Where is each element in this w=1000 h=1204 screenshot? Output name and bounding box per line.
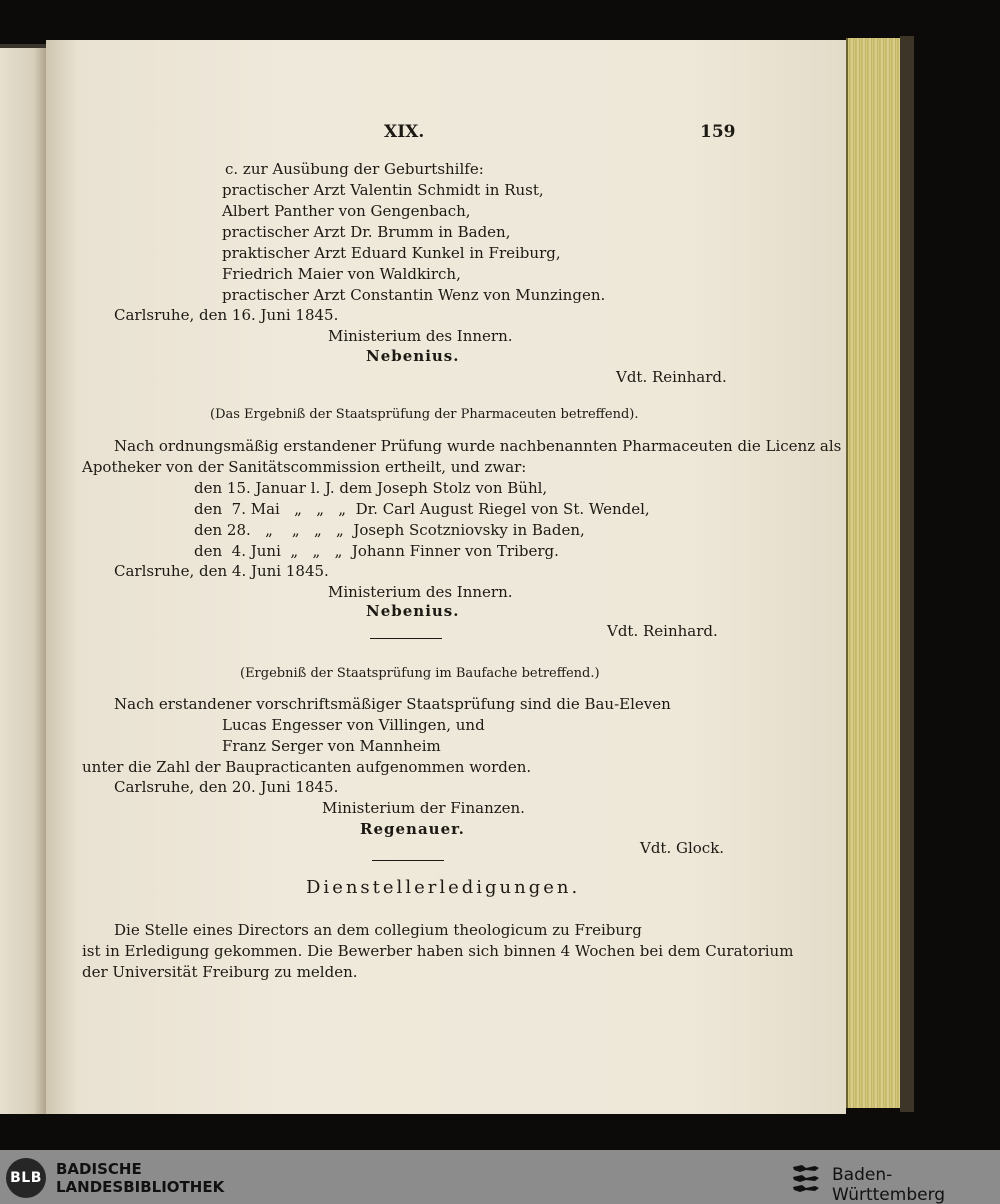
footer-bar xyxy=(0,1150,1000,1204)
block1-ministry: Ministerium des Innern. xyxy=(328,327,513,345)
block1-name-1: practischer Arzt Valentin Schmidt in Rust, xyxy=(222,181,544,199)
block3-ministry: Ministerium der Finanzen. xyxy=(322,799,525,817)
section-line3: der Universität Freiburg zu melden. xyxy=(82,963,358,981)
block2-entry-3: den 28. „ „ „ „ Joseph Scotzniovsky in Baden, xyxy=(194,521,585,539)
block1-signer: Nebenius. xyxy=(366,347,460,365)
block2-intro-line1: Nach ordnungsmäßig erstandener Prüfung wurde nachbenannten Pharmaceuten die Licenz als xyxy=(114,437,842,455)
block3-title: (Ergebniß der Staatsprüfung im Baufache betreffend.) xyxy=(240,666,600,681)
block3-line1: Nach erstandener vorschriftsmäßiger Staatsprüfung sind die Bau-Eleven xyxy=(114,695,671,713)
library-name-line1: BADISCHE xyxy=(56,1160,142,1178)
block1-vdt: Vdt. Reinhard. xyxy=(616,368,727,386)
section-line1: Die Stelle eines Directors an dem collegium theologicum zu Freiburg xyxy=(114,921,642,939)
block1-name-4: praktischer Arzt Eduard Kunkel in Freiburg, xyxy=(222,244,561,262)
block1-name-2: Albert Panther von Gengenbach, xyxy=(222,202,471,220)
state-label[interactable]: Baden-Württemberg xyxy=(832,1165,946,1204)
block2-entry-1: den 15. Januar l. J. dem Joseph Stolz von Bühl, xyxy=(194,479,548,497)
block2-signer: Nebenius. xyxy=(366,602,460,620)
block3-vdt: Vdt. Glock. xyxy=(640,839,725,857)
blb-logo[interactable]: BLB xyxy=(6,1158,46,1198)
block3-line3: Franz Serger von Mannheim xyxy=(222,737,441,755)
block3-line4: unter die Zahl der Baupracticanten aufgenommen worden. xyxy=(82,758,532,776)
block1-date: Carlsruhe, den 16. Juni 1845. xyxy=(114,306,339,324)
library-name-line2: LANDESBIBLIOTHEK xyxy=(56,1178,225,1196)
block2-ministry: Ministerium des Innern. xyxy=(328,583,513,601)
block2-intro-line2: Apotheker von der Sanitätscommission ertheilt, und zwar: xyxy=(82,458,527,476)
block3-line2: Lucas Engesser von Villingen, und xyxy=(222,716,485,734)
block1-name-5: Friedrich Maier von Waldkirch, xyxy=(222,265,461,283)
block2-entry-2: den 7. Mai „ „ „ Dr. Carl August Riegel von St. Wendel, xyxy=(194,500,650,518)
block1-name-3: practischer Arzt Dr. Brumm in Baden, xyxy=(222,223,511,241)
block3-signer: Regenauer. xyxy=(360,820,465,838)
block1-name-6: practischer Arzt Constantin Wenz von Munzingen. xyxy=(222,286,606,304)
divider-rule xyxy=(370,638,442,639)
coat-of-arms-icon xyxy=(790,1162,822,1194)
section-line2: ist in Erledigung gekommen. Die Bewerber haben sich binnen 4 Wochen bei dem Curatorium xyxy=(82,942,794,960)
section-number: XIX. xyxy=(384,122,425,142)
block2-entry-4: den 4. Juni „ „ „ Johann Finner von Triberg. xyxy=(194,542,559,560)
block1-heading: c. zur Ausübung der Geburtshilfe: xyxy=(225,160,484,178)
block2-vdt: Vdt. Reinhard. xyxy=(607,622,718,640)
block2-date: Carlsruhe, den 4. Juni 1845. xyxy=(114,562,329,580)
divider-rule xyxy=(372,860,444,861)
page-number: 159 xyxy=(700,122,736,142)
block3-date: Carlsruhe, den 20. Juni 1845. xyxy=(114,778,339,796)
block2-title: (Das Ergebniß der Staatsprüfung der Pharmaceuten betreffend). xyxy=(210,407,639,422)
section-title: Dienstellerledigungen. xyxy=(306,877,581,898)
